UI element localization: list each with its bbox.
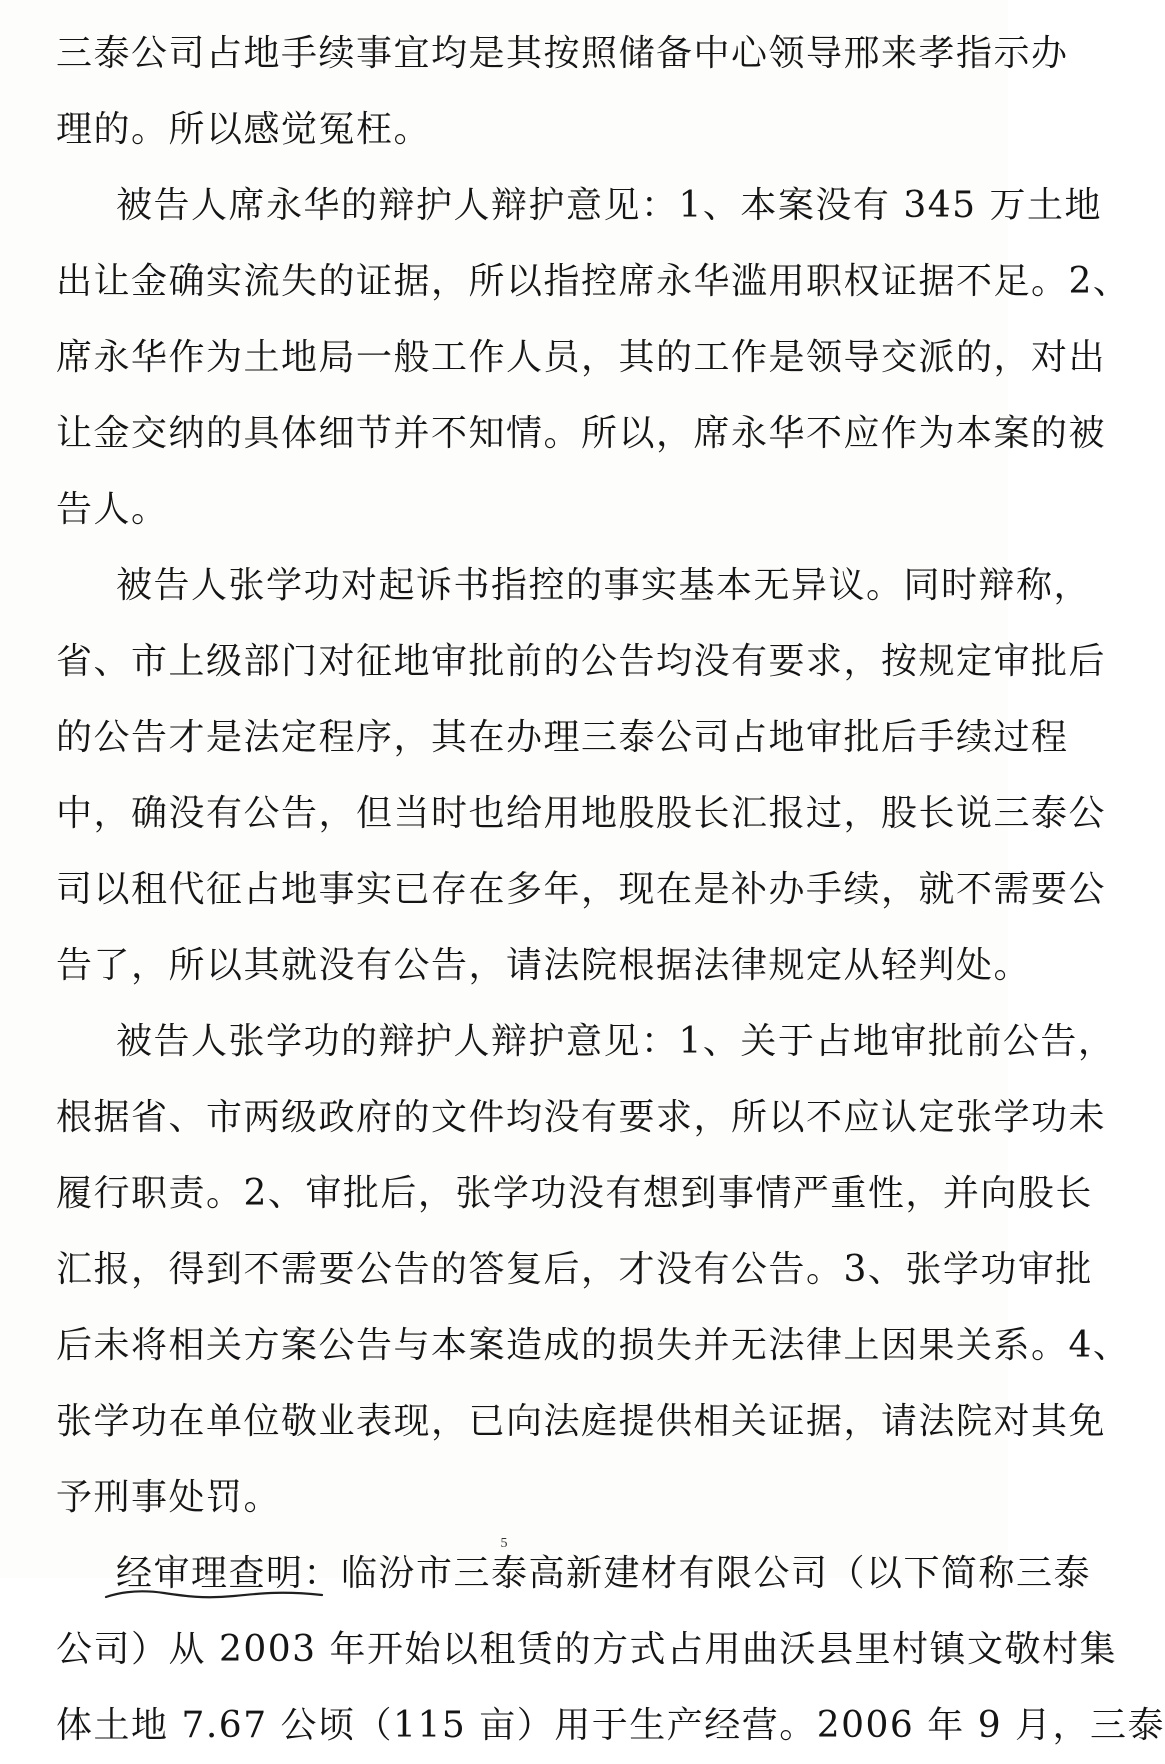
paragraph-defendant-statement-end (56, 16, 1069, 168)
text-line: 被告人席永华的辩护人辩护意见：1、本案没有 345 万土地 (116, 185, 1103, 226)
text-line: 三泰公司占地手续事宜均是其按照储备中心领导邢来孝指示办 (56, 33, 1069, 74)
text-line: 被告人张学功的辩护人辩护意见：1、关于占地审批前公告， (116, 1021, 1116, 1062)
text-line: 席永华作为土地局一般工作人员，其的工作是领导交派的，对出 (56, 337, 1107, 378)
text-line: 履行职责。2、审批后，张学功没有想到事情严重性，并向股长 (56, 1173, 1093, 1214)
text-line: 的公告才是法定程序，其在办理三泰公司占地审批后手续过程 (56, 717, 1069, 758)
text-line: 予刑事处罚。 (56, 1477, 282, 1518)
findings-first-line-text: 临汾市三泰高新建材有限公司（以下简称三泰 (341, 1553, 1092, 1594)
text-line: 体土地 7.67 公顷（115 亩）用于生产经营。2006 年 9 月，三泰 (56, 1705, 1165, 1746)
paragraph-xi-yonghua-defense (56, 168, 1131, 548)
paragraph-court-findings (56, 1536, 1165, 1764)
text-line: 出让金确实流失的证据，所以指控席永华滥用职权证据不足。2、 (56, 261, 1131, 302)
paragraph-zhang-xuegong-defense (56, 1004, 1131, 1536)
text-line: 根据省、市两级政府的文件均没有要求，所以不应认定张学功未 (56, 1097, 1107, 1138)
text-line: 张学功在单位敬业表现，已向法庭提供相关证据，请法院对其免 (56, 1401, 1107, 1442)
text-line: 公司）从 2003 年开始以租赁的方式占用曲沃县里村镇文敬村集 (56, 1629, 1118, 1670)
text-line: 中，确没有公告，但当时也给用地股股长汇报过，股长说三泰公 (56, 793, 1107, 834)
text-line: 告人。 (56, 489, 169, 530)
text-line: 告了，所以其就没有公告，请法院根据法律规定从轻判处。 (56, 945, 1032, 986)
findings-label-text: 经审理查明： (116, 1553, 342, 1594)
page-number: 5 (500, 1536, 508, 1551)
document-body (56, 16, 1165, 1764)
text-line: 省、市上级部门对征地审批前的公告均没有要求，按规定审批后 (56, 641, 1107, 682)
text-line: 汇报，得到不需要公告的答复后，才没有公告。3、张学功审批 (56, 1249, 1093, 1290)
text-line: 让金交纳的具体细节并不知情。所以，席永华不应作为本案的被 (56, 413, 1107, 454)
paragraph-zhang-xuegong-statement (56, 548, 1107, 1004)
text-line: 理的。所以感觉冤枉。 (56, 109, 432, 150)
text-line: 后未将相关方案公告与本案造成的损失并无法律上因果关系。4、 (56, 1325, 1131, 1366)
text-line: 司以租代征占地事实已存在多年，现在是补办手续，就不需要公 (56, 869, 1107, 910)
text-line: 被告人张学功对起诉书指控的事实基本无异议。同时辩称， (116, 565, 1092, 606)
